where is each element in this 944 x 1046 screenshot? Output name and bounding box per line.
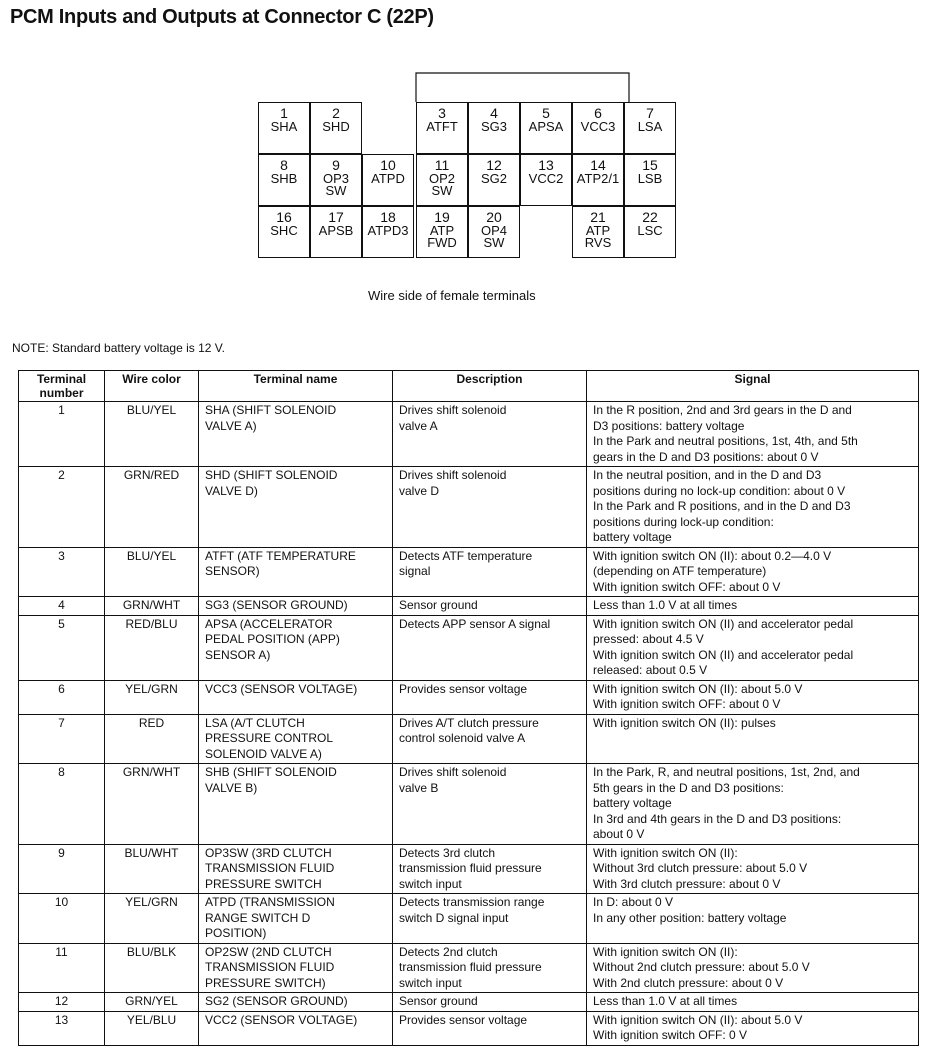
terminal-number: 5 <box>542 105 550 121</box>
terminal-label: SHB <box>270 171 298 186</box>
signal-cell: With ignition switch ON (II) and accelerator pedal pressed: about 4.5 V With ignition switch ON (II) and accelerator pedal released: about 0.5 V <box>587 615 919 680</box>
table-row <box>19 993 919 1012</box>
terminal-label: VCC2 <box>528 171 564 186</box>
header-terminal-name: Terminal name <box>199 371 393 402</box>
terminal-label: OP4 SW <box>480 223 507 250</box>
signal-cell: With ignition switch ON (II): about 0.2—4.0 V (depending on ATF temperature) With ignition switch OFF: about 0 V <box>587 547 919 597</box>
wire-color-cell: GRN/WHT <box>105 764 199 845</box>
connector-terminal <box>258 206 310 258</box>
wire-color-cell: BLU/BLK <box>105 943 199 993</box>
connector-terminal <box>572 102 624 154</box>
terminal-number: 1 <box>280 105 288 121</box>
terminal-label: VCC3 <box>580 119 616 134</box>
terminal-name-cell: SG3 (SENSOR GROUND) <box>199 597 393 616</box>
connector-terminal <box>468 206 520 258</box>
connector-terminal <box>416 154 468 206</box>
table-row <box>19 894 919 944</box>
terminal-number: 20 <box>486 209 502 225</box>
description-cell: Detects ATF temperature signal <box>393 547 587 597</box>
connector-lock-tab <box>258 72 682 102</box>
signal-cell: Less than 1.0 V at all times <box>587 993 919 1012</box>
connector-terminal <box>310 102 362 154</box>
terminal-number-cell: 6 <box>19 680 105 714</box>
table-row <box>19 714 919 764</box>
header-terminal-number: Terminal number <box>19 371 105 402</box>
wire-color-cell: BLU/WHT <box>105 844 199 894</box>
terminal-label: OP3 SW <box>322 171 349 198</box>
terminal-label: SHD <box>322 119 350 134</box>
terminal-number: 9 <box>332 157 340 173</box>
terminal-label: SHA <box>270 119 298 134</box>
wire-color-cell: RED <box>105 714 199 764</box>
terminal-number: 18 <box>380 209 396 225</box>
signal-cell: With ignition switch ON (II): about 5.0 V With ignition switch OFF: about 0 V <box>587 680 919 714</box>
terminal-number: 14 <box>590 157 606 173</box>
table-row <box>19 547 919 597</box>
terminal-number: 7 <box>646 105 654 121</box>
table-row <box>19 467 919 548</box>
terminal-label: LSC <box>637 223 663 238</box>
terminal-label: ATFT <box>426 119 458 134</box>
connector-terminal <box>572 154 624 206</box>
terminal-label: ATP2/1 <box>576 171 620 186</box>
terminal-name-cell: ATPD (TRANSMISSION RANGE SWITCH D POSITION) <box>199 894 393 944</box>
terminal-number: 13 <box>538 157 554 173</box>
wire-color-cell: RED/BLU <box>105 615 199 680</box>
signal-cell: In the neutral position, and in the D and D3 positions during no lock-up condition: about 0 V In the Park and R positions, and in the D and D3 positions during lock-up condition: battery voltage <box>587 467 919 548</box>
terminal-name-cell: APSA (ACCELERATOR PEDAL POSITION (APP) SENSOR A) <box>199 615 393 680</box>
connector-terminal <box>520 154 572 206</box>
table-row <box>19 943 919 993</box>
wire-color-cell: YEL/GRN <box>105 680 199 714</box>
wire-color-cell: GRN/YEL <box>105 993 199 1012</box>
signal-cell: In D: about 0 V In any other position: battery voltage <box>587 894 919 944</box>
signal-cell: With ignition switch ON (II): about 5.0 V With ignition switch OFF: 0 V <box>587 1011 919 1045</box>
wire-color-cell: BLU/YEL <box>105 547 199 597</box>
terminal-label: SG3 <box>480 119 507 134</box>
connector-terminal <box>624 102 676 154</box>
terminal-label: ATPD3 <box>367 223 409 238</box>
terminal-label: APSB <box>318 223 354 238</box>
terminal-name-cell: SHA (SHIFT SOLENOID VALVE A) <box>199 402 393 467</box>
description-cell: Provides sensor voltage <box>393 680 587 714</box>
header-wire-color: Wire color <box>105 371 199 402</box>
description-cell: Provides sensor voltage <box>393 1011 587 1045</box>
terminal-number: 10 <box>380 157 396 173</box>
terminal-name-cell: SG2 (SENSOR GROUND) <box>199 993 393 1012</box>
signal-cell: Less than 1.0 V at all times <box>587 597 919 616</box>
terminal-label: LSA <box>637 119 663 134</box>
terminal-number-cell: 4 <box>19 597 105 616</box>
terminal-label: SG2 <box>480 171 507 186</box>
terminal-number-cell: 8 <box>19 764 105 845</box>
terminal-label: LSB <box>637 171 663 186</box>
description-cell: Detects 3rd clutch transmission fluid pressure switch input <box>393 844 587 894</box>
connector-terminal <box>310 206 362 258</box>
connector-terminal <box>468 154 520 206</box>
terminal-number: 2 <box>332 105 340 121</box>
terminal-name-cell: SHB (SHIFT SOLENOID VALVE B) <box>199 764 393 845</box>
signal-cell: With ignition switch ON (II): pulses <box>587 714 919 764</box>
terminal-label: ATP RVS <box>584 223 612 250</box>
connector-terminal <box>258 102 310 154</box>
description-cell: Detects 2nd clutch transmission fluid pressure switch input <box>393 943 587 993</box>
header-signal: Signal <box>587 371 919 402</box>
terminal-number-cell: 1 <box>19 402 105 467</box>
connector-terminal <box>572 206 624 258</box>
table-row <box>19 597 919 616</box>
terminal-number-cell: 13 <box>19 1011 105 1045</box>
connector-terminal <box>258 154 310 206</box>
terminal-number: 21 <box>590 209 606 225</box>
connector-terminal <box>624 154 676 206</box>
description-cell: Sensor ground <box>393 993 587 1012</box>
table-row <box>19 402 919 467</box>
terminal-number-cell: 5 <box>19 615 105 680</box>
signal-cell: With ignition switch ON (II): Without 3rd clutch pressure: about 5.0 V With 3rd clutch pressure: about 0 V <box>587 844 919 894</box>
terminal-name-cell: LSA (A/T CLUTCH PRESSURE CONTROL SOLENOID VALVE A) <box>199 714 393 764</box>
terminal-number-cell: 3 <box>19 547 105 597</box>
wire-color-cell: BLU/YEL <box>105 402 199 467</box>
terminal-number: 16 <box>276 209 292 225</box>
wire-color-cell: GRN/RED <box>105 467 199 548</box>
connector-terminal <box>624 206 676 258</box>
terminal-name-cell: OP2SW (2ND CLUTCH TRANSMISSION FLUID PRESSURE SWITCH) <box>199 943 393 993</box>
terminal-label: APSA <box>528 119 564 134</box>
terminal-label: SHC <box>270 223 298 238</box>
terminal-number-cell: 9 <box>19 844 105 894</box>
signal-cell: In the Park, R, and neutral positions, 1st, 2nd, and 5th gears in the D and D3 positions: battery voltage In 3rd and 4th gears in the D and D3 positions: about 0 V <box>587 764 919 845</box>
description-cell: Detects APP sensor A signal <box>393 615 587 680</box>
wire-color-cell: GRN/WHT <box>105 597 199 616</box>
terminal-number: 15 <box>642 157 658 173</box>
description-cell: Sensor ground <box>393 597 587 616</box>
table-header-row <box>19 371 919 402</box>
terminal-table <box>18 370 919 1046</box>
terminal-name-cell: ATFT (ATF TEMPERATURE SENSOR) <box>199 547 393 597</box>
header-description: Description <box>393 371 587 402</box>
description-cell: Drives shift solenoid valve D <box>393 467 587 548</box>
terminal-number-cell: 10 <box>19 894 105 944</box>
table-row <box>19 1011 919 1045</box>
connector-terminal <box>468 102 520 154</box>
terminal-number: 4 <box>490 105 498 121</box>
note-text: NOTE: Standard battery voltage is 12 V. <box>12 341 226 355</box>
description-cell: Detects transmission range switch D signal input <box>393 894 587 944</box>
terminal-name-cell: VCC2 (SENSOR VOLTAGE) <box>199 1011 393 1045</box>
connector-terminal <box>362 154 414 206</box>
terminal-number: 19 <box>434 209 450 225</box>
description-cell: Drives shift solenoid valve B <box>393 764 587 845</box>
terminal-number: 8 <box>280 157 288 173</box>
connector-terminal <box>416 206 468 258</box>
signal-cell: With ignition switch ON (II): Without 2nd clutch pressure: about 5.0 V With 2nd clutch pressure: about 0 V <box>587 943 919 993</box>
table-row <box>19 764 919 845</box>
connector-caption: Wire side of female terminals <box>368 288 536 303</box>
connector-terminal <box>416 102 468 154</box>
terminal-label: ATP FWD <box>427 223 457 250</box>
connector-terminal <box>520 102 572 154</box>
terminal-number: 17 <box>328 209 344 225</box>
table-row <box>19 844 919 894</box>
table-row <box>19 615 919 680</box>
terminal-number: 3 <box>438 105 446 121</box>
terminal-number-cell: 7 <box>19 714 105 764</box>
connector-diagram <box>258 72 682 260</box>
page-title: PCM Inputs and Outputs at Connector C (22P) <box>10 6 434 28</box>
terminal-name-cell: VCC3 (SENSOR VOLTAGE) <box>199 680 393 714</box>
signal-cell: In the R position, 2nd and 3rd gears in the D and D3 positions: battery voltage In the Park and neutral positions, 1st, 4th, and 5th gears in the D and D3 positions: about 0 V <box>587 402 919 467</box>
terminal-number: 11 <box>434 157 450 173</box>
wire-color-cell: YEL/GRN <box>105 894 199 944</box>
terminal-name-cell: OP3SW (3RD CLUTCH TRANSMISSION FLUID PRESSURE SWITCH <box>199 844 393 894</box>
terminal-number: 12 <box>486 157 502 173</box>
terminal-number-cell: 2 <box>19 467 105 548</box>
terminal-name-cell: SHD (SHIFT SOLENOID VALVE D) <box>199 467 393 548</box>
connector-terminal <box>310 154 362 206</box>
table-row <box>19 680 919 714</box>
wire-color-cell: YEL/BLU <box>105 1011 199 1045</box>
terminal-number: 6 <box>594 105 602 121</box>
terminal-label: ATPD <box>371 171 405 186</box>
description-cell: Drives A/T clutch pressure control solenoid valve A <box>393 714 587 764</box>
terminal-label: OP2 SW <box>428 171 455 198</box>
description-cell: Drives shift solenoid valve A <box>393 402 587 467</box>
connector-terminal <box>362 206 414 258</box>
terminal-number: 22 <box>642 209 658 225</box>
terminal-number-cell: 12 <box>19 993 105 1012</box>
terminal-number-cell: 11 <box>19 943 105 993</box>
